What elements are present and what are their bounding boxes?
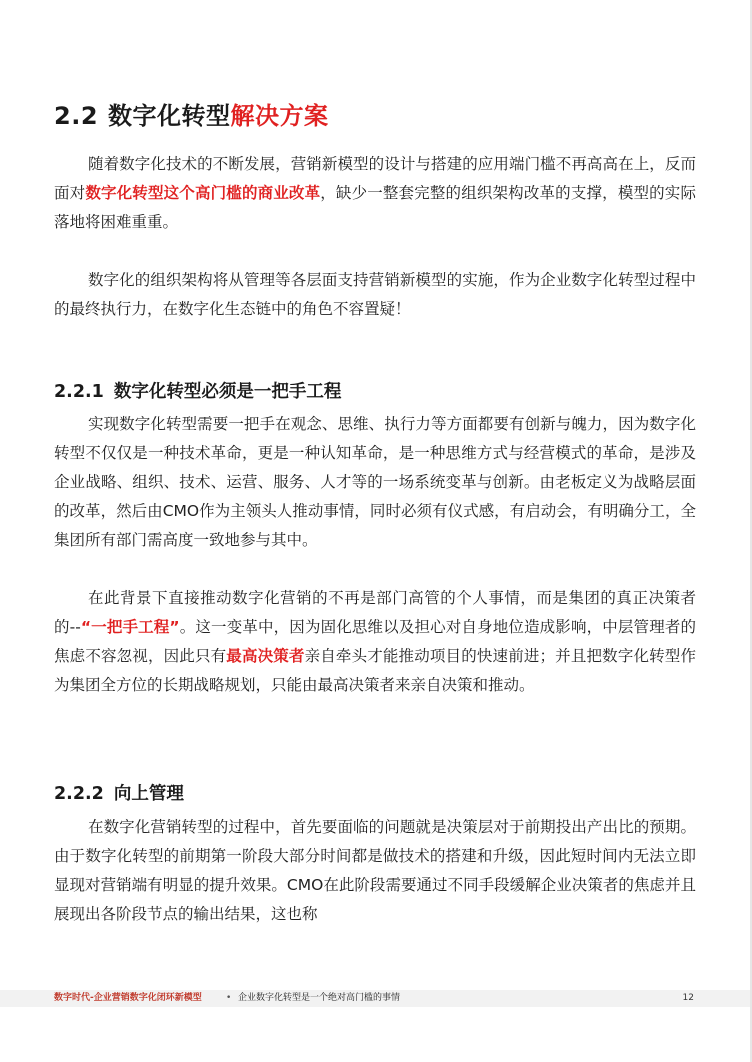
intro-paragraph-2 [54,266,696,324]
section-heading [54,96,329,131]
subsection-number: 2.2.1 [54,382,104,402]
section-number: 2.2 [54,102,99,130]
sub1-p2-text-a: 在此背景下直接推动数字化营销的不再是部门高管的个人事情，而是集团的真正决策者的-- [54,589,696,636]
intro-p1-highlight: 数字化转型这个高门槛的商业改革 [85,184,321,202]
section-title-highlight: 解决方案 [230,102,329,130]
sub2-paragraph-1 [54,813,696,929]
subsection-title: 数字化转型必须是一把手工程 [113,382,342,402]
intro-paragraph-1 [54,150,696,237]
subsection-title: 向上管理 [113,784,184,804]
sub1-p2-highlight-yibashou: “一把手工程” [80,618,180,636]
sub1-paragraph-1 [54,410,696,555]
footer-brand: 数字时代-企业营销数字化闭环新模型 [54,993,202,1003]
sub1-p2-text-b: 。这一变革中，因为固化思维以及担心对自身地位造成影响，中层管理者的焦虑不容忽视，因此只有 [54,618,696,665]
subsection-heading-2-2-2 [54,780,184,805]
sub2-p1-text: 在数字化营销转型的过程中，首先要面临的问题就是决策层对于前期投出产出比的预期。由于数字化转型的前期第一阶段大部分时间都是做技术的搭建和升级，因此短时间内无法立即显现对营销端有明显的提升效果。CMO在此阶段需要通过不同手段缓解企业决策者的焦虑并且展现出各阶段节点的输出结果，这也称 [54,818,696,923]
subsection-number: 2.2.2 [54,784,104,804]
page-footer [0,990,750,1007]
footer-topic: 企业数字化转型是一个绝对高门槛的事情 [238,993,401,1003]
section-title-plain: 数字化转型 [108,102,231,130]
sub1-p1-text: 实现数字化转型需要一把手在观念、思维、执行力等方面都要有创新与魄力，因为数字化转型不仅仅是一种技术革命，更是一种认知革命，是一种思维方式与经营模式的革命，是涉及企业战略、组织、技术、运营、服务、人才等的一场系统变革与创新。由老板定义为战略层面的改革，然后由CMO作为主领头人推动事情，同时必须有仪式感，有启动会，有明确分工，全集团所有部门需高度一致地参与其中。 [54,415,696,549]
footer-separator: • [226,993,232,1003]
subsection-heading-2-2-1 [54,378,341,403]
intro-p1-text-a: 随着数字化技术的不断发展，营销新模型的设计与搭建的应用端门槛不再高高在上，反而面对 [54,155,696,202]
sub1-paragraph-2 [54,584,696,700]
intro-p1-text-b: ，缺少一整套完整的组织架构改革的支撑，模型的实际落地将困难重重。 [54,184,696,231]
sub1-p2-text-c: 亲自牵头才能推动项目的快速前进；并且把数字化转型作为集团全方位的长期战略规划，只能由最高决策者来亲自决策和推动。 [54,647,696,694]
sub1-p2-highlight-decision-maker: 最高决策者 [226,647,305,665]
intro-p2-text: 数字化的组织架构将从管理等各层面支持营销新模型的实施，作为企业数字化转型过程中的最终执行力，在数字化生态链中的角色不容置疑！ [54,271,696,318]
page-number: 12 [682,993,694,1003]
